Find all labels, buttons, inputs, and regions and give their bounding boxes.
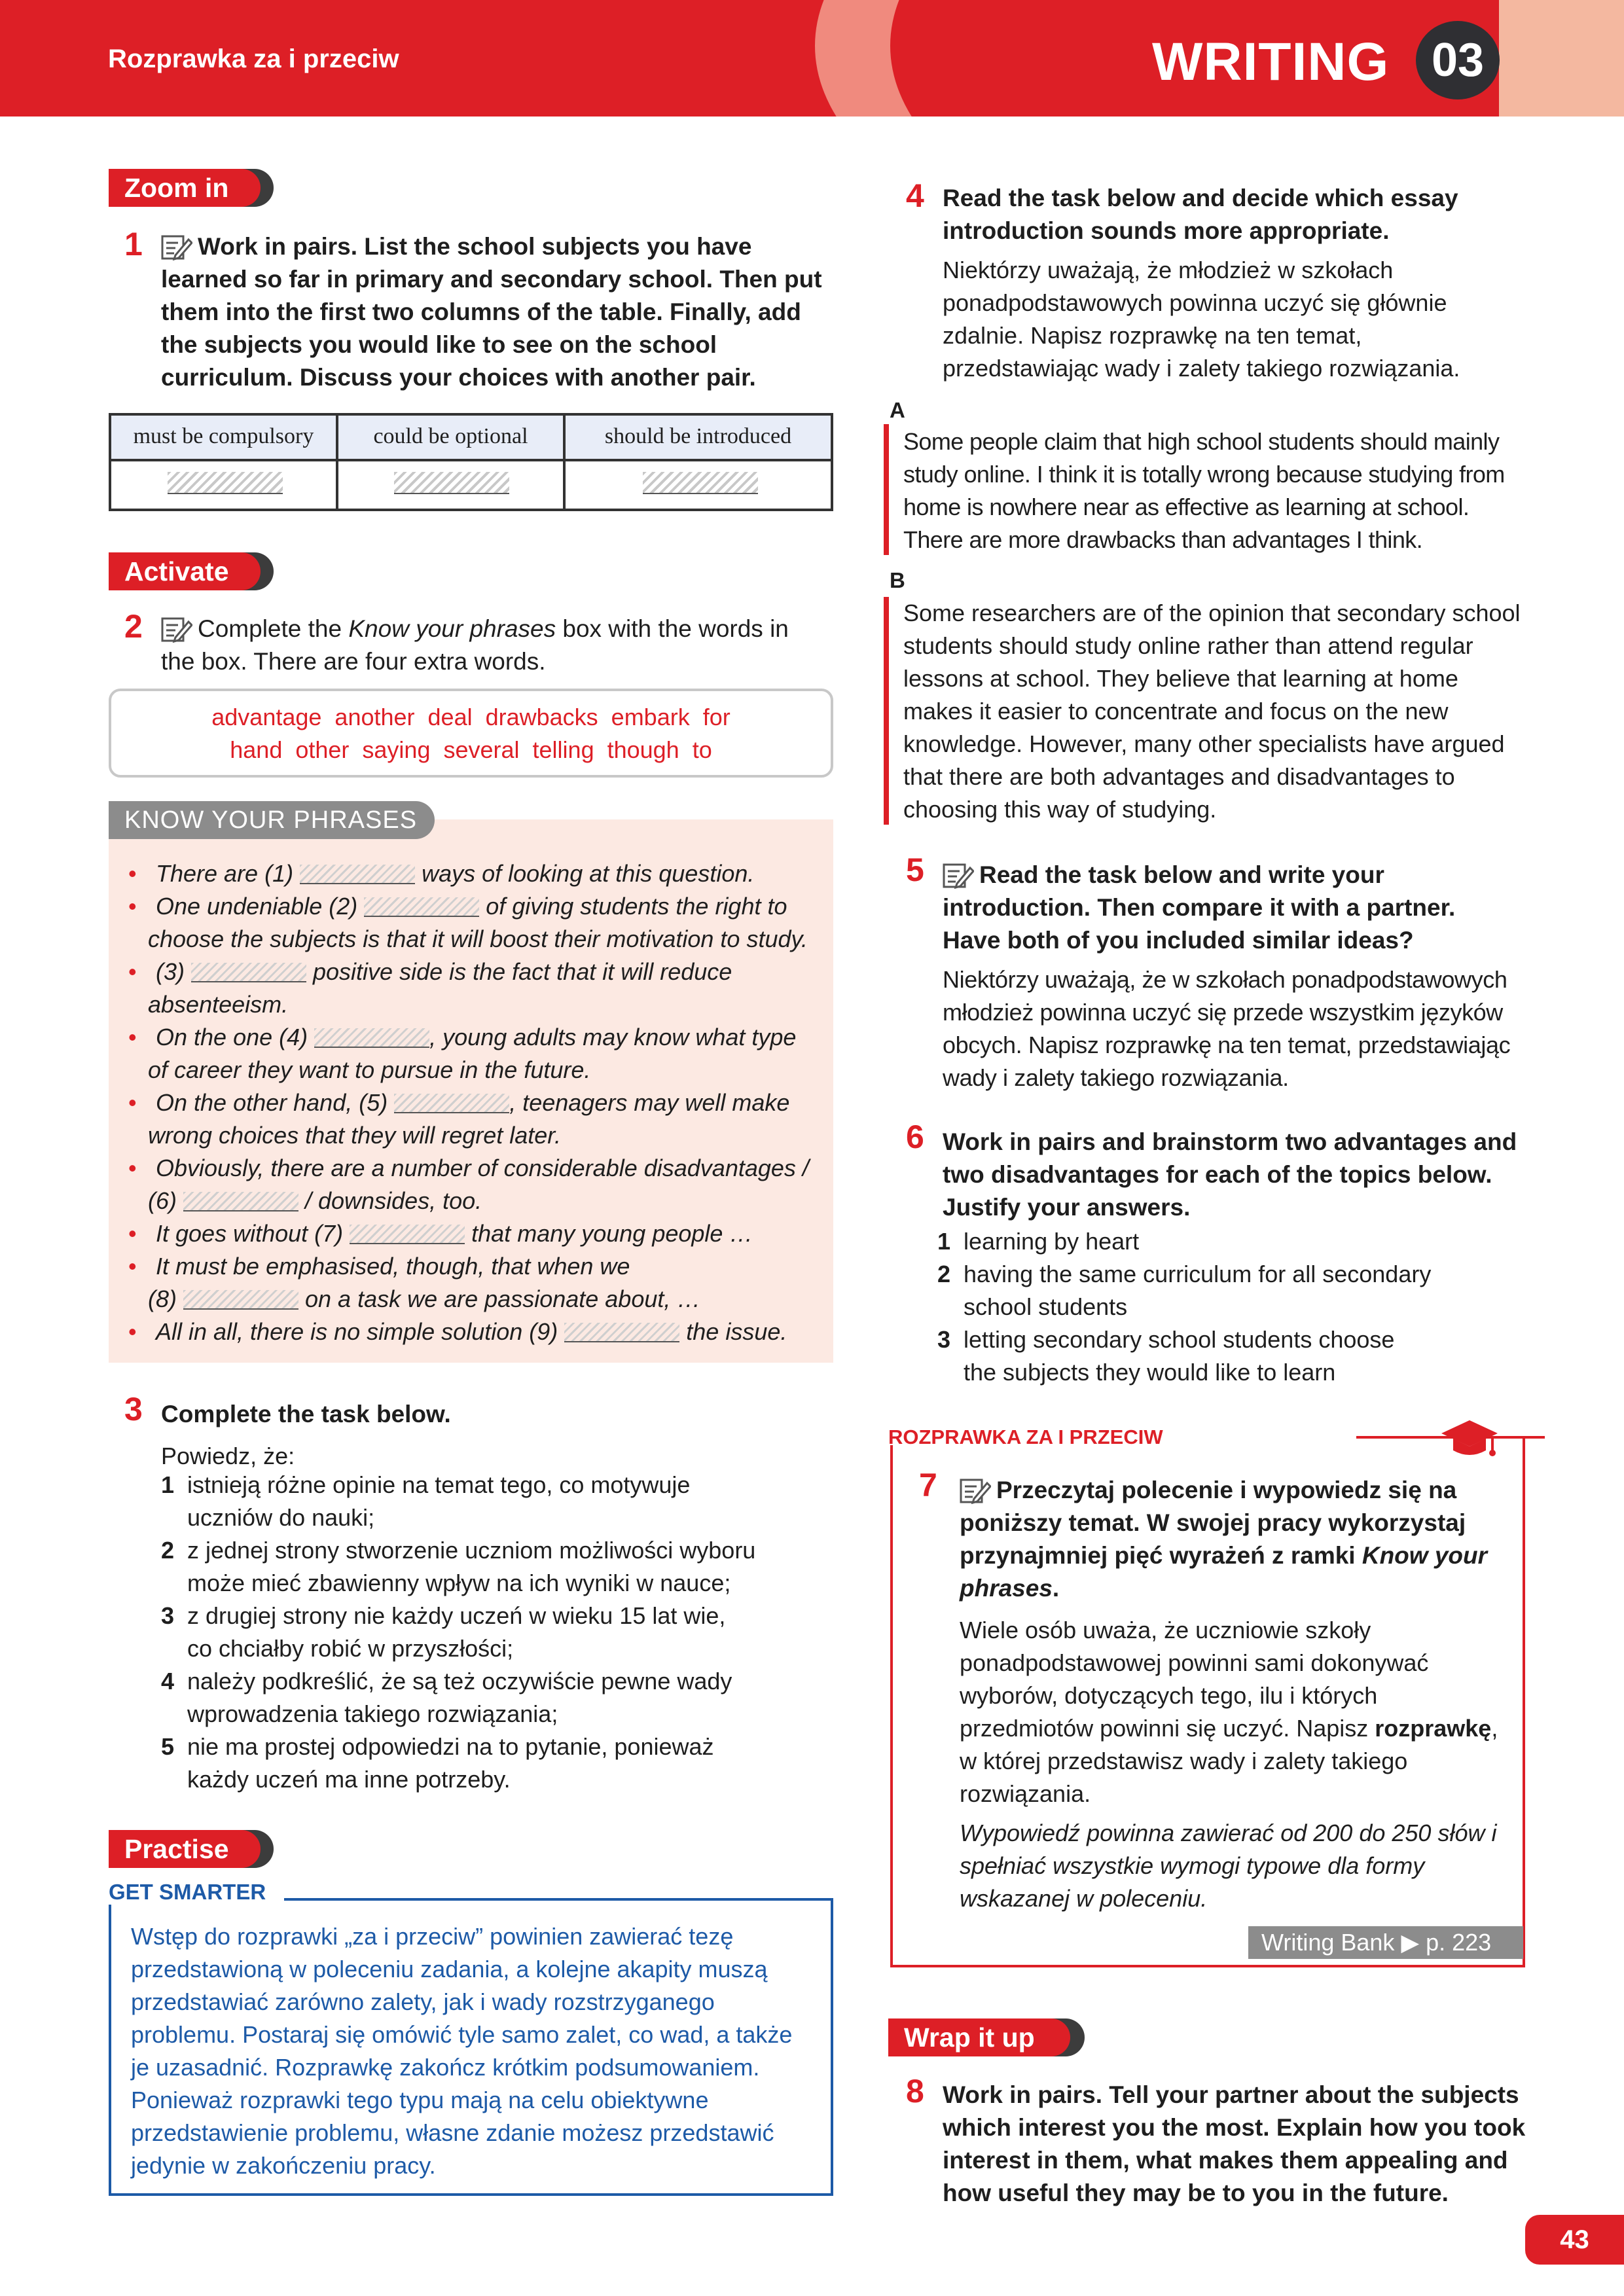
pencil-icon bbox=[161, 234, 192, 260]
phrase-line: • It must be emphasised, though, that when we bbox=[128, 1253, 630, 1280]
word-option: drawbacks bbox=[485, 704, 598, 730]
unit-label: WRITING bbox=[1152, 32, 1390, 92]
list-item: co chciałby robić w przyszłości; bbox=[187, 1635, 514, 1662]
exercise-7-note: Wypowiedź powinna zawierać od 200 do 250 słów i spełniać wszystkie wymogi typowe dla formy wskazanej w poleceniu. bbox=[960, 1820, 1497, 1912]
phrase-line: wrong choices that they will regret later. bbox=[148, 1122, 561, 1149]
exercise-3-number: 3 bbox=[124, 1391, 143, 1427]
exercise-7-task: Wiele osób uważa, że uczniowie szkoły ponadpodstawowej powinni sami dokonywać wyborów, dotyczących tego, ilu i których przedmiotów powinni się uczyć. Napisz rozprawkę, w której przedstawisz wady i zalety takiego rozwiązania. bbox=[960, 1617, 1498, 1807]
phrase-line: • (3) positive side is the fact that it will reduce bbox=[128, 958, 732, 985]
table-header: must be compulsory bbox=[111, 416, 336, 459]
answer-gap[interactable] bbox=[191, 963, 306, 982]
word-option: several bbox=[443, 736, 520, 763]
practise-label: Practise bbox=[109, 1830, 261, 1868]
answer-gap[interactable] bbox=[314, 1028, 429, 1048]
list-item: 5 nie ma prostej odpowiedzi na to pytanie, ponieważ bbox=[161, 1733, 714, 1760]
exercise-6-number: 6 bbox=[906, 1119, 924, 1155]
graduation-cap-icon bbox=[1440, 1415, 1499, 1461]
table-answer-gap[interactable] bbox=[394, 472, 509, 494]
phrase-line: of career they want to pursue in the future. bbox=[148, 1056, 591, 1083]
exercise-8-number: 8 bbox=[906, 2073, 924, 2109]
phrase-line: (6) / downsides, too. bbox=[148, 1187, 482, 1214]
activate-label: Activate bbox=[109, 552, 261, 590]
section-title: Rozprawka za i przeciw bbox=[108, 45, 399, 73]
word-option: for bbox=[702, 704, 731, 730]
option-a-text: Some people claim that high school students should mainly study online. I think it is totally wrong because studying from home is nowhere near as effective as learning at school. There are more drawbacks than advantages I think. bbox=[903, 428, 1505, 553]
exercise-1-number: 1 bbox=[124, 226, 143, 262]
exercise-7-number: 7 bbox=[919, 1467, 937, 1503]
word-row bbox=[111, 734, 831, 766]
exercise-3-instruction: Complete the task below. bbox=[161, 1401, 451, 1427]
get-smarter-text: Wstęp do rozprawki „za i przeciw” powinien zawierać tezę przedstawioną w poleceniu zadania, a kolejne akapity muszą przedstawiać zarówno zalety, jak i wady rozstrzyganego problemu. Postaraj się omówić tyle samo zalet, co wad, a także je uzasadnić. Rozprawkę zakończ krótkim podsumowaniem. Ponieważ rozprawki tego typu mają na celu obiektywne przedstawienie problemu, własne zdanie możesz przedstawić jedynie w zakończeniu pracy. bbox=[131, 1923, 793, 2179]
option-b-text: Some researchers are of the opinion that secondary school students should study online rather than attend regular lessons at school. They believe that learning at home makes it easier to concentrate and focus on the new knowledge. However, many other specialists have argued that there are both advantages and disadvantages to choosing this way of studying. bbox=[903, 600, 1521, 823]
header-corner bbox=[1499, 0, 1624, 117]
word-option: embark bbox=[611, 704, 690, 730]
phrase-line: absenteeism. bbox=[148, 991, 289, 1018]
unit-number: 03 bbox=[1416, 21, 1500, 99]
phrase-line: • Obviously, there are a number of considerable disadvantages / bbox=[128, 1155, 809, 1181]
word-row bbox=[111, 701, 831, 734]
phrase-line: • All in all, there is no simple solution (9) the issue. bbox=[128, 1318, 787, 1345]
option-b-label: B bbox=[890, 568, 905, 592]
answer-gap[interactable] bbox=[300, 865, 415, 884]
exercise-1-instruction: Work in pairs. List the school subjects you have learned so far in primary and secondary school. Then put them into the first two columns of the table. Finally, add the subjects you would like to see on the school curriculum. Discuss your choices with another pair. bbox=[161, 233, 822, 391]
phrase-line: • On the other hand, (5) , teenagers may well make bbox=[128, 1089, 790, 1116]
get-smarter-label: GET SMARTER bbox=[109, 1880, 266, 1904]
exam-task-label: ROZPRAWKA ZA I PRZECIW bbox=[888, 1426, 1163, 1448]
exercise-4-instruction: Read the task below and decide which essay introduction sounds more appropriate. bbox=[943, 185, 1458, 244]
list-item: uczniów do nauki; bbox=[187, 1504, 375, 1531]
table-answer-gap[interactable] bbox=[168, 472, 283, 494]
wrap-it-up-label: Wrap it up bbox=[888, 2018, 1070, 2056]
list-item: każdy uczeń ma inne potrzeby. bbox=[187, 1766, 511, 1793]
word-option: though bbox=[607, 736, 679, 763]
exercise-5-number: 5 bbox=[906, 852, 924, 888]
exercise-6-instruction: Work in pairs and brainstorm two advantages and two disadvantages for each of the topics below. Justify your answers. bbox=[943, 1128, 1517, 1221]
phrase-line: (8) on a task we are passionate about, … bbox=[148, 1285, 701, 1312]
table-header: should be introduced bbox=[566, 416, 831, 459]
word-option: another bbox=[334, 704, 415, 730]
phrase-line: • There are (1) ways of looking at this question. bbox=[128, 860, 755, 887]
page-number: 43 bbox=[1525, 2215, 1624, 2265]
pencil-icon bbox=[943, 863, 974, 889]
word-option: to bbox=[692, 736, 712, 763]
pencil-icon bbox=[960, 1478, 991, 1504]
word-option: saying bbox=[362, 736, 431, 763]
know-your-phrases-title: KNOW YOUR PHRASES bbox=[109, 801, 435, 839]
phrase-line: • On the one (4) , young adults may know what type bbox=[128, 1024, 797, 1050]
list-item: 3 letting secondary school students choose bbox=[937, 1326, 1395, 1353]
exercise-3-intro: Powiedz, że: bbox=[161, 1443, 295, 1469]
list-item: 1 learning by heart bbox=[937, 1228, 1140, 1255]
exercise-2-instruction: Complete the Know your phrases box with the words in the box. There are four extra words. bbox=[161, 615, 789, 675]
phrase-line: choose the subjects is that it will boost their motivation to study. bbox=[148, 925, 808, 952]
list-item: school students bbox=[964, 1293, 1128, 1320]
exercise-8-instruction: Work in pairs. Tell your partner about the subjects which interest you the most. Explain how you took interest in them, what makes them appealing and how useful they may be to you in the future. bbox=[943, 2081, 1526, 2206]
option-a-bar bbox=[884, 424, 889, 555]
exercise-5-task: Niektórzy uważają, że w szkołach ponadpodstawowych młodzież powinna uczyć się przede wszystkim języków obcych. Napisz rozprawkę na ten temat, przedstawiając wady i zalety takiego rozwiązania. bbox=[943, 966, 1511, 1091]
answer-gap[interactable] bbox=[350, 1225, 465, 1244]
word-option: deal bbox=[427, 704, 473, 730]
answer-gap[interactable] bbox=[183, 1192, 298, 1211]
phrase-line: • One undeniable (2) of giving students the right to bbox=[128, 893, 787, 920]
writing-bank-link[interactable]: Writing Bank ▶ p. 223 bbox=[1248, 1926, 1523, 1959]
word-option: other bbox=[295, 736, 350, 763]
exercise-7-instruction: Przeczytaj polecenie i wypowiedz się na poniższy temat. W swojej pracy wykorzystaj przynajmniej pięć wyrażeń z ramki Know your phrases. bbox=[960, 1477, 1488, 1602]
word-option: telling bbox=[532, 736, 594, 763]
list-item: 2 z jednej strony stworzenie uczniom możliwości wyboru bbox=[161, 1537, 756, 1564]
subjects-table bbox=[109, 413, 833, 511]
exercise-5-instruction: Read the task below and write your introduction. Then compare it with a partner. Have both of you included similar ideas? bbox=[943, 861, 1456, 954]
exercise-2-number: 2 bbox=[124, 608, 143, 645]
table-answer-gap[interactable] bbox=[643, 472, 758, 494]
answer-gap[interactable] bbox=[364, 897, 479, 917]
list-item: 4 należy podkreślić, że są też oczywiście pewne wady bbox=[161, 1668, 732, 1695]
answer-gap[interactable] bbox=[564, 1323, 679, 1342]
list-item: wprowadzenia takiego rozwiązania; bbox=[187, 1700, 558, 1727]
page-header bbox=[0, 0, 1624, 117]
table-header: could be optional bbox=[338, 416, 563, 459]
list-item: 1 istnieją różne opinie na temat tego, co motywuje bbox=[161, 1471, 691, 1498]
word-option: hand bbox=[230, 736, 283, 763]
list-item: 2 having the same curriculum for all secondary bbox=[937, 1261, 1432, 1287]
zoom-in-label: Zoom in bbox=[109, 169, 261, 207]
exercise-4-task: Niektórzy uważają, że młodzież w szkołach ponadpodstawowych powinna uczyć się głównie zdalnie. Napisz rozprawkę na ten temat, przedstawiając wady i zalety takiego rozwiązania. bbox=[943, 257, 1460, 382]
list-item: 3 z drugiej strony nie każdy uczeń w wieku 15 lat wie, bbox=[161, 1602, 726, 1629]
option-b-bar bbox=[884, 597, 889, 825]
list-item: może mieć zbawienny wpływ na ich wyniki w nauce; bbox=[187, 1570, 731, 1596]
get-smarter-box bbox=[109, 1898, 833, 2196]
answer-gap[interactable] bbox=[183, 1290, 298, 1310]
word-box bbox=[109, 689, 833, 778]
exercise-4-number: 4 bbox=[906, 177, 924, 214]
word-option: advantage bbox=[211, 704, 322, 730]
pencil-icon bbox=[161, 617, 192, 643]
answer-gap[interactable] bbox=[394, 1094, 509, 1113]
phrase-line: • It goes without (7) that many young people … bbox=[128, 1220, 753, 1247]
list-item: the subjects they would like to learn bbox=[964, 1359, 1336, 1386]
option-a-label: A bbox=[890, 398, 905, 422]
